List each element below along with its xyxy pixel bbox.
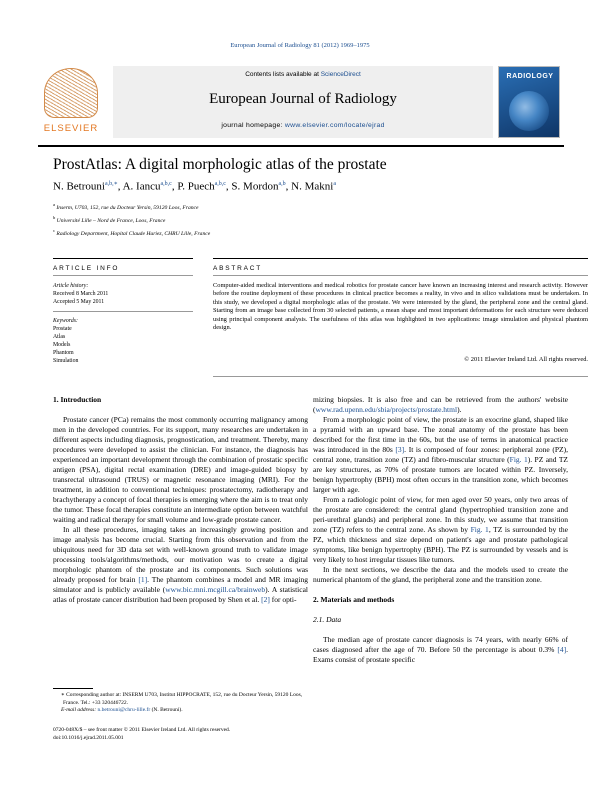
paragraph [313,415,568,495]
journal-title: European Journal of Radiology [209,91,397,107]
affiliation [53,213,210,226]
author-affiliation-marker[interactable]: a,b,c [160,181,172,187]
email-note [53,707,308,715]
affiliation-text: Radiology Department, Hopital Claude Huriez, CHRU Lille, France [56,230,211,237]
author-affiliation-marker[interactable]: a [333,181,336,187]
text-run: . The phantom combines a model and MR imaging simulator and is publicly available ( [53,575,309,594]
author-affiliation-marker[interactable]: a,b,∗ [104,181,118,187]
text-run: for opti- [269,595,297,604]
homepage-prefix: journal homepage: [221,122,285,129]
affiliation-marker: c [53,227,55,233]
paragraph [313,395,568,415]
author-affiliation-marker[interactable]: a,b [278,181,286,187]
affiliation-text: Université Lille – Nord de France, Loos, France [56,217,166,224]
sciencedirect-link[interactable]: ScienceDirect [320,71,361,78]
author: N. Betrouni [53,180,105,193]
paragraph: In the next sections, we describe the data and the models used to create the numerical phantom of the gland, the peripheral zone and the transition zone. [313,565,568,584]
affiliation-marker: b [53,214,56,220]
elsevier-logo [38,66,104,138]
received-date: Received 8 March 2011 [53,291,109,297]
article-title: ProstAtlas: A digital morphologic atlas of the prostate [53,156,387,173]
journal-cover [498,66,560,138]
author: N. Makni [291,180,334,193]
author-separator: , [285,180,292,193]
keyword: Prostate [53,326,72,332]
citation-link[interactable]: [3] [395,445,405,454]
affiliation [53,200,210,213]
keyword: Phantom [53,350,74,356]
author: A. Iancu [122,180,161,193]
author: P. Puech [177,180,215,193]
figure-link[interactable]: Fig. 1 [509,455,528,464]
elsevier-tree-icon [44,68,98,118]
keywords [53,317,193,365]
abstract-bottom-rule [213,376,588,377]
copyright: © 2011 Elsevier Ireland Ltd. All rights reserved. [464,356,588,363]
text-run: ). [457,405,462,414]
issn-line: 0720-048X/$ – see front matter © 2011 Elsevier Ireland Ltd. All rights reserved. [53,727,231,733]
email-link[interactable]: n.betrouni@chru-lille.fr [97,707,151,713]
right-column [313,395,568,665]
text-run: The median age of prostate cancer diagnosis is 74 years, with nearly 66% of cases diagnosed after the age of 70. Before 50 the percentage is about 0.3% [313,635,568,654]
affiliation [53,226,210,239]
journal-reference[interactable]: European Journal of Radiology 81 (2012) 1969–1975 [230,42,370,49]
author-separator: , [171,180,178,193]
citation-link[interactable]: [4] [557,645,567,654]
left-column [53,395,308,605]
article-info-subrule [53,275,193,276]
paragraph [313,495,568,565]
author-separator: , [117,180,123,193]
accepted-date: Accepted 5 May 2011 [53,299,105,305]
publisher-name: ELSEVIER [43,123,99,134]
abstract-subrule [213,275,588,276]
url-link[interactable]: www.rad.upenn.edu/sbia/projects/prostate.html [315,405,458,414]
issn-block [53,726,230,742]
homepage-link[interactable]: www.elsevier.com/locate/ejrad [284,122,385,129]
article-history [53,282,193,306]
abstract-rule [213,258,588,259]
author: S. Mordon [231,180,279,193]
history-label: Article history: [53,283,89,289]
text-run: In all these procedures, imaging takes an increasingly growing position and image analysis has become crucial. Starting from this observation and from the ubiquitous need for 3D data set with well-known ground truth to validate image processing tools/algorithms/methods, our motivation was to create a digital morphologic phantom of the prostate and its components. Such solutions was already proposed for brain [53,525,308,584]
text-run: , TZ is surrounded by the PZ, which thickness and size depend on patient's age and prostate pathological symptoms, like benign hypertrophy (BPH). The PZ is surrounded by vessels and is very likely to host irregular tissues like tumors. [313,525,569,564]
journal-homepage [113,122,493,129]
keywords-label: Keywords: [53,318,78,324]
cover-image [509,91,549,131]
text-run: mizing biopsies. It is also free and can be retrieved from the authors' website ( [313,395,568,414]
author-list [53,180,336,193]
journal-header [38,66,564,141]
article-info-label: ARTICLE INFO [53,265,120,272]
keyword: Models [53,342,71,348]
keyword: Simulation [53,358,79,364]
paragraph [53,525,308,605]
contents-line [113,71,493,78]
journal-banner [113,66,493,138]
url-link[interactable]: www.bic.mni.mcgill.ca/brainweb [165,585,266,594]
paragraph [313,635,568,665]
text-run: ). PZ and TZ are key structures, as 70% of prostate tumors are located within PZ. Inversely, benign hypertrophy (BPH) most often occurs in the transition zone, which becomes larger with age. [313,455,568,494]
footnote-rule [53,688,93,689]
text-run: ). A statistical atlas of prostate cancer distribution had been proposed by Shen et al. [53,585,308,604]
subsection-heading: 2.1. Data [313,615,342,624]
header-divider [38,145,564,147]
corresponding-author-note: ∗ Corresponding author at: INSERM U703, Institut HIPPOCRATE, 152, rue du Docteur Yersin, 59120 Loos, France. Tel.: +33 320446722. [61,692,303,706]
article-info-rule [53,258,193,259]
abstract-text: Computer-aided medical interventions and medical robotics for prostate cancer have known an increasing interest and research activity. However before the routine deployment of these procedures in clinical practice becomes a reality, in vivo and in silico validations must be undertaken. In this study, we developed a digital morphologic atlas of the prostate. We were interested by the gland, the peripheral zone and the central gland. Starting from an image base collected from 30 selected patients, a mean shape and most important deformations for each structure were deduced using principal component analysis. The usefulness of this atlas was highlighted in two applications: image simulation and physical phantom design. [213,282,588,332]
figure-link[interactable]: Fig. 1 [470,525,489,534]
paragraph: Prostate cancer (PCa) remains the most commonly occurring malignancy among men in the developed countries. For its support, many researches are undertaken in different aspects including diagnosis, prognostication, and treatment. Thereby, many procedures were developed to assist the clinician. For instance, the diagnosis has experienced an important development through the combination of prostatic specific antigen (PSA), digital rectal examination (DRE) and image-guided biopsy by transrectal ultrasound (TRUS) or magnetic resonance imaging (MRI). For the treatment, in addition to conventional techniques: prostatectomy, radiotherapy and brachytherapy a concept of focal therapies is emerging where the aim is to treat only the tumor. These focal therapies constitute an intermediate option between watchful waiting and radical therapy for small volume and low-grade prostate cancer. [53,415,308,524]
text-run: . It is composed of four zones: peripheral zone (PZ), central zone, transition zone (TZ) and fibro-muscular structure ( [313,445,568,464]
affiliation-marker: a [53,202,55,207]
author-affiliation-marker[interactable]: a,b,c [214,181,226,187]
doi-line[interactable]: doi:10.1016/j.ejrad.2011.05.001 [53,735,124,741]
text-run: . Exams consist of prostate specific [313,645,568,664]
cover-title: RADIOLOGY [506,73,554,80]
citation-link[interactable]: [2] [261,595,270,604]
section-heading: 2. Materials and methods [313,595,395,604]
keyword: Atlas [53,334,66,340]
section-heading: 1. Introduction [53,395,102,404]
footnotes [53,688,308,715]
affiliation-text: Inserm, U703, 152, rue du Docteur Yersin, 59120 Loos, France [56,204,199,211]
spacer [313,585,568,595]
history-divider [53,311,193,312]
email-suffix: (N. Betrouni). [150,707,183,713]
text-run: From a morphologic point of view, the prostate is an exocrine gland, shaped like a pyramid with an upward base. The zonal anatomy of the prostate has been described for the first time in the 60s, but the use of terms in anatomical practice was introduced in the 80s [313,415,568,454]
email-label: E-mail address: [61,707,98,713]
contents-prefix: Contents lists available at [245,71,321,78]
affiliations [53,200,210,239]
text-run: From a radiologic point of view, for men aged over 50 years, only two areas of the prostate are considered: the central gland (hypertrophied transition zone and peri-urethral glands) and peripheral zone. In this study, we assume that transition zone (TZ) refers to the central zone. As shown by [313,495,568,534]
citation-link[interactable]: [1] [138,575,148,584]
author-separator: , [225,180,232,193]
abstract-label: ABSTRACT [213,265,263,272]
